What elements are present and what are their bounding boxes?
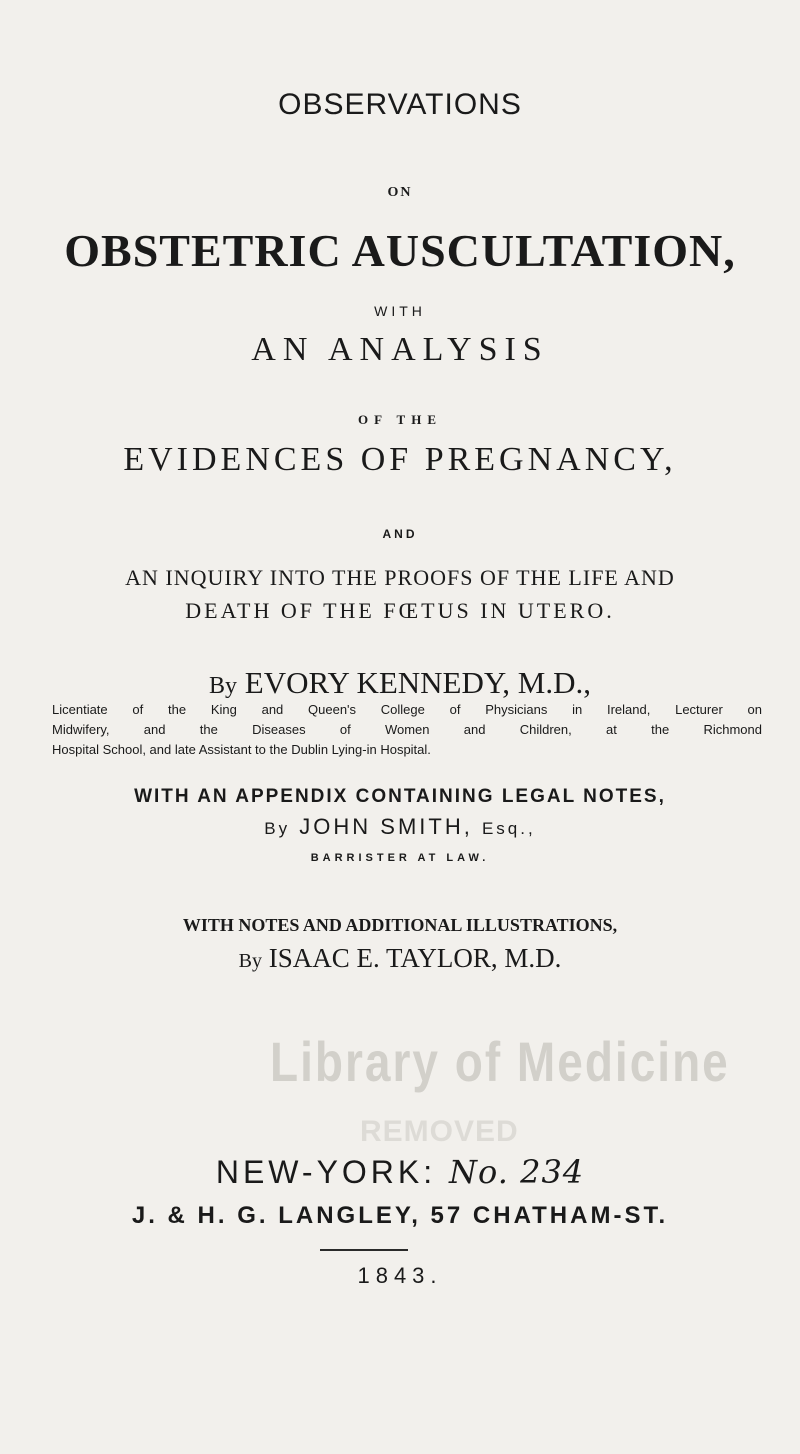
- author-credentials-3: Hospital School, and late Assistant to the Dublin Lying-in Hospital.: [52, 742, 431, 757]
- title-death-line: DEATH OF THE FŒTUS IN UTERO.: [185, 598, 615, 623]
- imprint-city: NEW-YORK:: [215, 1154, 437, 1190]
- imprint-city-line: [0, 1153, 800, 1191]
- handwritten-number: No. 234: [449, 1153, 585, 1191]
- title-inquiry-line: AN INQUIRY INTO THE PROOFS OF THE LIFE AND: [125, 565, 675, 590]
- appendix-author: [0, 814, 800, 840]
- imprint-year: 1843.: [357, 1263, 443, 1288]
- title-on: ON: [387, 185, 413, 200]
- title-with: WITH: [374, 303, 426, 319]
- divider-rule: [320, 1249, 408, 1251]
- notes-by: By: [238, 950, 262, 972]
- title-obstetric-auscultation: OBSTETRIC AUSCULTATION,: [64, 225, 736, 276]
- title-of-the: OF THE: [357, 412, 443, 427]
- appendix-name: JOHN SMITH,: [299, 814, 473, 839]
- author-name: EVORY KENNEDY, M.D.,: [244, 665, 591, 700]
- notes-name: ISAAC E. TAYLOR, M.D.: [268, 943, 562, 973]
- appendix-by: By: [264, 819, 291, 838]
- library-stamp: Library of Medicine: [270, 1030, 730, 1094]
- notes-line: WITH NOTES AND ADDITIONAL ILLUSTRATIONS,: [182, 915, 618, 935]
- title-evidences-of-pregnancy: EVIDENCES OF PREGNANCY,: [123, 441, 677, 478]
- appendix-role: BARRISTER AT LAW.: [310, 852, 490, 864]
- appendix-line: WITH AN APPENDIX CONTAINING LEGAL NOTES,: [134, 786, 666, 807]
- appendix-esq: Esq.,: [481, 819, 536, 838]
- title-and: AND: [382, 527, 418, 541]
- imprint-publisher: J. & H. G. LANGLEY, 57 CHATHAM-ST.: [131, 1202, 669, 1229]
- notes-author: [0, 943, 800, 974]
- title-an-analysis: AN ANALYSIS: [251, 331, 549, 368]
- author-by: By: [209, 673, 238, 699]
- author-credentials-2: Midwifery, and the Diseases of Women and Children, at the Richmond: [52, 722, 762, 737]
- author-credentials-1: Licentiate of the King and Queen's College of Physicians in Ireland, Lecturer on: [52, 702, 762, 717]
- title-observations: OBSERVATIONS: [278, 88, 522, 121]
- removed-stamp: REMOVED: [360, 1115, 519, 1148]
- author-line: [0, 665, 800, 701]
